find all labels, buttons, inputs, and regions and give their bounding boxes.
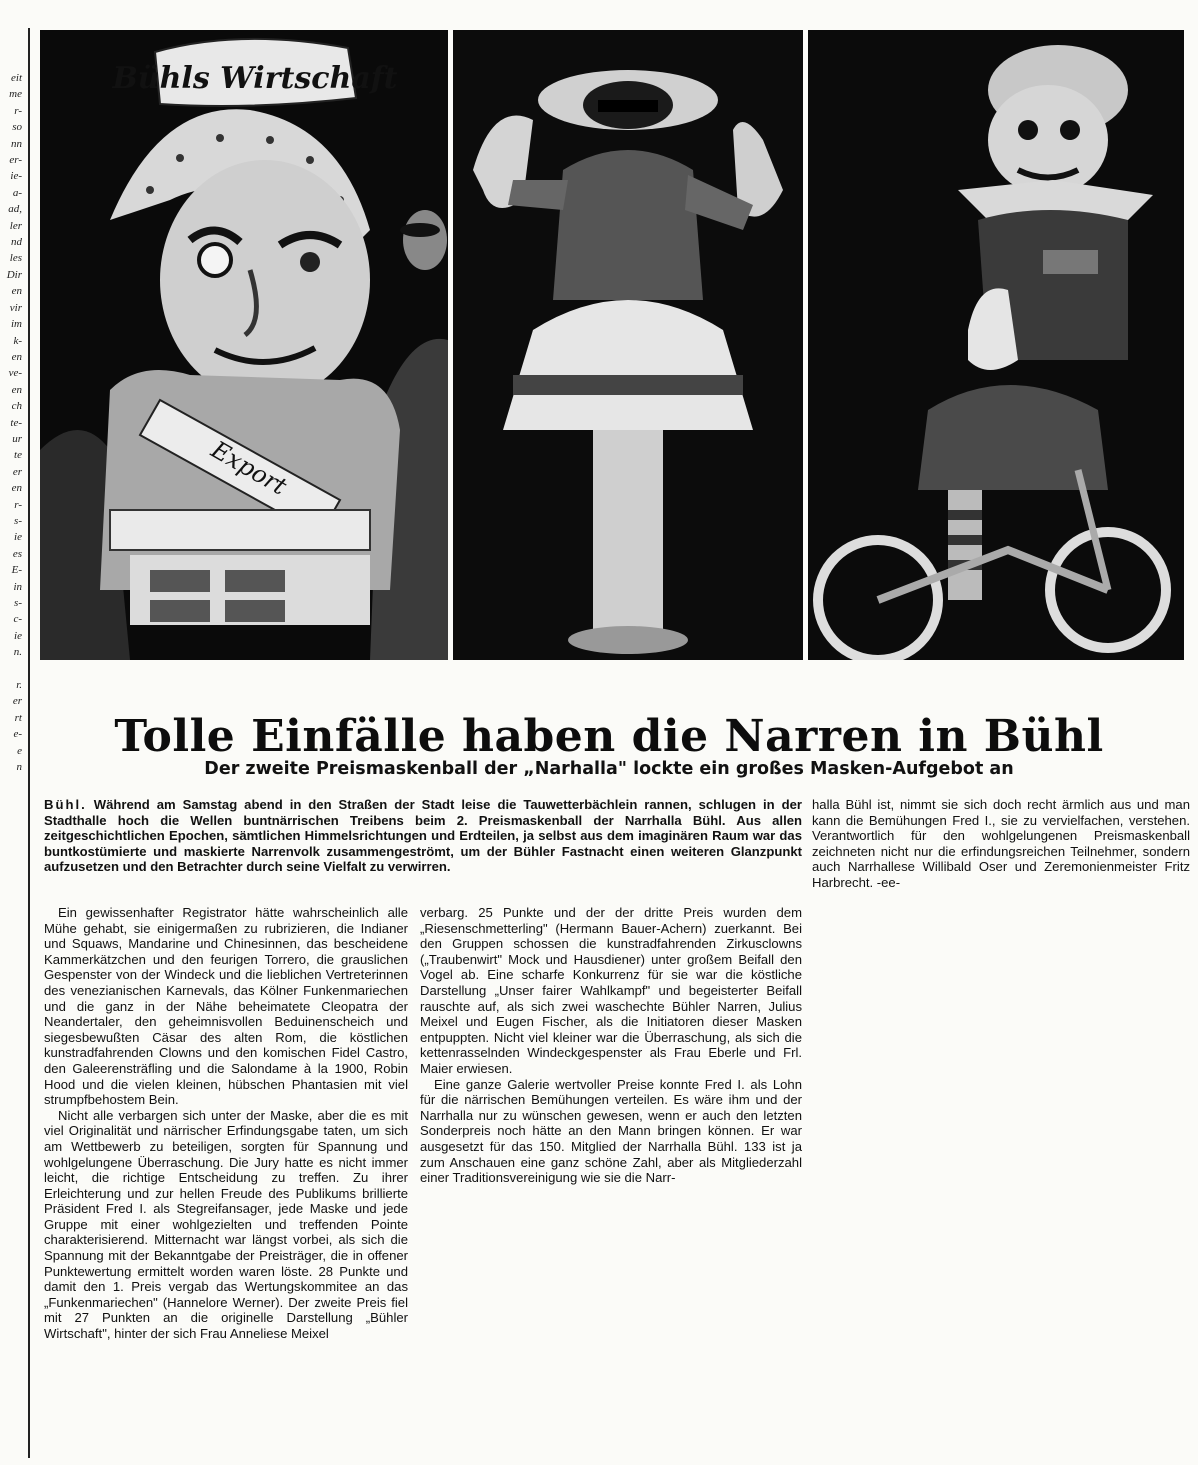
margin-fragment: er: [12, 695, 22, 708]
headline: Tolle Einfälle haben die Narren in Bühl: [114, 711, 1104, 763]
margin-fragment: ie: [14, 531, 22, 544]
dateline: Bühl.: [44, 797, 87, 812]
article-column-1: [44, 905, 408, 1342]
paragraph: Eine ganze Galerie wertvoller Preise konnte Fred I. als Lohn für die närrischen Bemühungen verteilen. Es wäre ihm und der Narrhalla nur zu wünschen gewesen, wenn er auch den letzten Sonderpreis noch hätte an den Mann bringen können. Er war ausgesetzt für das 150. Mitglied der Narrhalla Bühl. 133 ist ja zum Anschauen eine ganz schöne Zahl, aber als Mitgliederzahl einer Traditionsvereinigung wie sie die Narr-: [420, 1076, 802, 1186]
margin-fragment: n.: [13, 646, 22, 659]
lead-overflow-space: [420, 797, 802, 905]
margin-fragment: c-: [13, 613, 22, 626]
margin-fragment: er-: [9, 154, 22, 167]
subheadline: Der zweite Preismaskenball der „Narhalla" lockte ein großes Masken-Aufgebot an: [204, 759, 1014, 779]
margin-fragment: eit: [11, 72, 22, 84]
photo-clown-bicycle: [808, 30, 1184, 660]
paragraph-text: halla Bühl ist, nimmt sie sich doch recht ärmlich aus und man kann die Bemühungen Fred I., sie zu vervielfachen, verstehen. Verantwortlich für den wohlgelungenen Preismaskenball zeichneten nicht nur die erfindungsreichen Teilnehmer, sondern auch Narrhallese Willibald Oser und Zeremonienmeister Fritz Harbrecht.: [812, 797, 1190, 890]
column-rule: [28, 28, 30, 1458]
margin-fragment: er: [12, 465, 22, 478]
photo-sign-text: Bühls Wirtschaft: [112, 61, 398, 96]
margin-fragment: es: [12, 547, 22, 560]
margin-fragment: s-: [14, 514, 22, 527]
margin-fragment: s-: [14, 597, 22, 609]
margin-fragment: e-: [13, 728, 22, 741]
margin-fragment: k-: [13, 334, 22, 347]
margin-fragment: en: [11, 285, 22, 298]
margin-fragment: so: [12, 121, 22, 134]
margin-fragment: en: [11, 482, 22, 495]
margin-fragment: n: [16, 761, 22, 774]
margin-fragment: im: [11, 318, 22, 331]
margin-fragment: e: [17, 744, 22, 757]
margin-fragment: E-: [11, 564, 22, 577]
margin-fragment: les: [9, 252, 22, 265]
margin-fragment: me: [9, 88, 22, 101]
margin-fragment: ler: [9, 219, 22, 232]
margin-fragment: ur: [12, 432, 22, 445]
margin-fragment: in: [13, 580, 22, 593]
margin-fragment: r-: [14, 498, 22, 511]
neighbour-column-fragment: [0, 70, 22, 775]
author-signature: -ee-: [876, 874, 901, 890]
margin-fragment: nn: [11, 137, 22, 150]
margin-fragment: vir: [9, 301, 22, 314]
article-column-3: [812, 797, 1190, 891]
margin-fragment: ad,: [8, 203, 22, 216]
margin-fragment: Dir: [6, 268, 22, 281]
lead-text: Während am Samstag abend in den Straßen der Stadt leise die Tauwetterbächlein rannen, schlugen in der Stadthalle hoch die Wellen buntnärrischen Treibens beim 2. Preismaskenball der Narrhalla Bühl. Aus allen zeitgeschichtlichen Epochen, sämtlichen Himmelsrichtungen und Erdteilen, ja selbst aus dem imaginären Raum war das buntkostümierte und maskierte Narrenvolk zusammengeströmt, um der Bühler Fastnacht einen weiteren Glanzpunkt aufzusetzen und den Betrachter durch seine Vielfalt zu verwirren.: [44, 797, 803, 875]
margin-fragment: rt: [14, 711, 22, 724]
photo-buehler-wirtschaft: [40, 30, 448, 660]
margin-fragment: ie: [14, 629, 22, 642]
margin-fragment: ch: [11, 400, 22, 413]
margin-fragment: ie-: [10, 170, 22, 183]
photo-funkenmariechen: [453, 30, 803, 660]
article-column-2: [420, 797, 802, 1186]
margin-fragment: nd: [11, 236, 22, 249]
margin-fragment: te-: [10, 416, 22, 429]
photo-sash-text: Export: [206, 435, 292, 501]
margin-fragment: en: [11, 350, 22, 363]
margin-fragment: [0, 661, 22, 677]
paragraph: Ein gewissenhafter Registrator hätte wahrscheinlich alle Mühe gehabt, sie einigermaßen zu rubrizieren, die Indianer und Squaws, Mandarine und Chinesinnen, das bescheidene Kammerkätzchen und den feurigen Torrero, die grauslichen Gespenster von der Windeck und die lieblichen Vertreterinnen des venezianischen Karnevals, das Kölner Funkenmariechen und die ganz in der Nähe beheimatete Cleopatra der Neandertaler, den geheimnisvollen Beduinenscheich und siegesbewußten Cäsar des alten Rom, die köstlichen kunstradfahrenden Clowns und den komischen Fidel Castro, den Galeerensträfling und die Salondame à la 1900, Robin Hood und die vielen kleinen, hübschen Phantasien mit viel strumpfbehostem Bein.: [44, 905, 408, 1108]
margin-fragment: ve-: [8, 367, 22, 380]
margin-fragment: r.: [16, 679, 22, 692]
margin-fragment: en: [11, 383, 22, 396]
paragraph: verbarg. 25 Punkte und der der dritte Preis wurden dem „Riesenschmetterling" (Hermann Bauer-Achern) zuerkannt. Bei den Gruppen schossen die kunstradfahrenden Zirkusclowns („Traubenwirt" Mock und Hausdiener) unter großem Beifall den Vogel ab. Eine scharfe Konkurrenz für sie war die köstliche Darstellung „Unser fairer Wahlkampf" und begeisterter Beifall rauschte auf, als sich zwei waschechte Bühler Narren, Julius Meixel und Eugen Fischer, als die Initiatoren dieser Masken entpuppten. Nicht viel kleiner war die Überraschung, als sich die kettenrasselnden Windeckgespenster als Frau Eberle und Frl. Maier erwiesen.: [420, 905, 802, 1076]
margin-fragment: a-: [12, 186, 22, 199]
paragraph: [812, 797, 1190, 891]
margin-fragment: te: [14, 449, 22, 462]
paragraph: Nicht alle verbargen sich unter der Maske, aber die es mit viel Originalität und närrischer Erfindungsgabe taten, um sich am Wettbewerb zu beteiligen, sorgten für Spannung und wohlgelungene Überraschung. Die Jury hatte es nicht immer leicht, die richtige Entscheidung zu treffen. Zu ihrer Erleichterung und zur hellen Freude des Publikums brillierte Präsident Fred I. als Stegreifansager, jede Maske und jede Gruppe mit einer wohlgezielten und treffenden Pointe charakterisierend. Mitternacht war längst vorbei, als sich die Spannung mit der Bekanntgabe der Preisträger, die in offener Punktewertung ermittelt worden waren löste. 28 Punkte und damit den 1. Preis vergab das Wertungskommitee an das „Funkenmariechen" (Hannelore Werner). Der zweite Preis fiel mit 27 Punkten an die originelle Darstellung „Bühler Wirtschaft", hinter der sich Frau Anneliese Meixel: [44, 1107, 408, 1342]
margin-fragment: r-: [14, 104, 22, 117]
